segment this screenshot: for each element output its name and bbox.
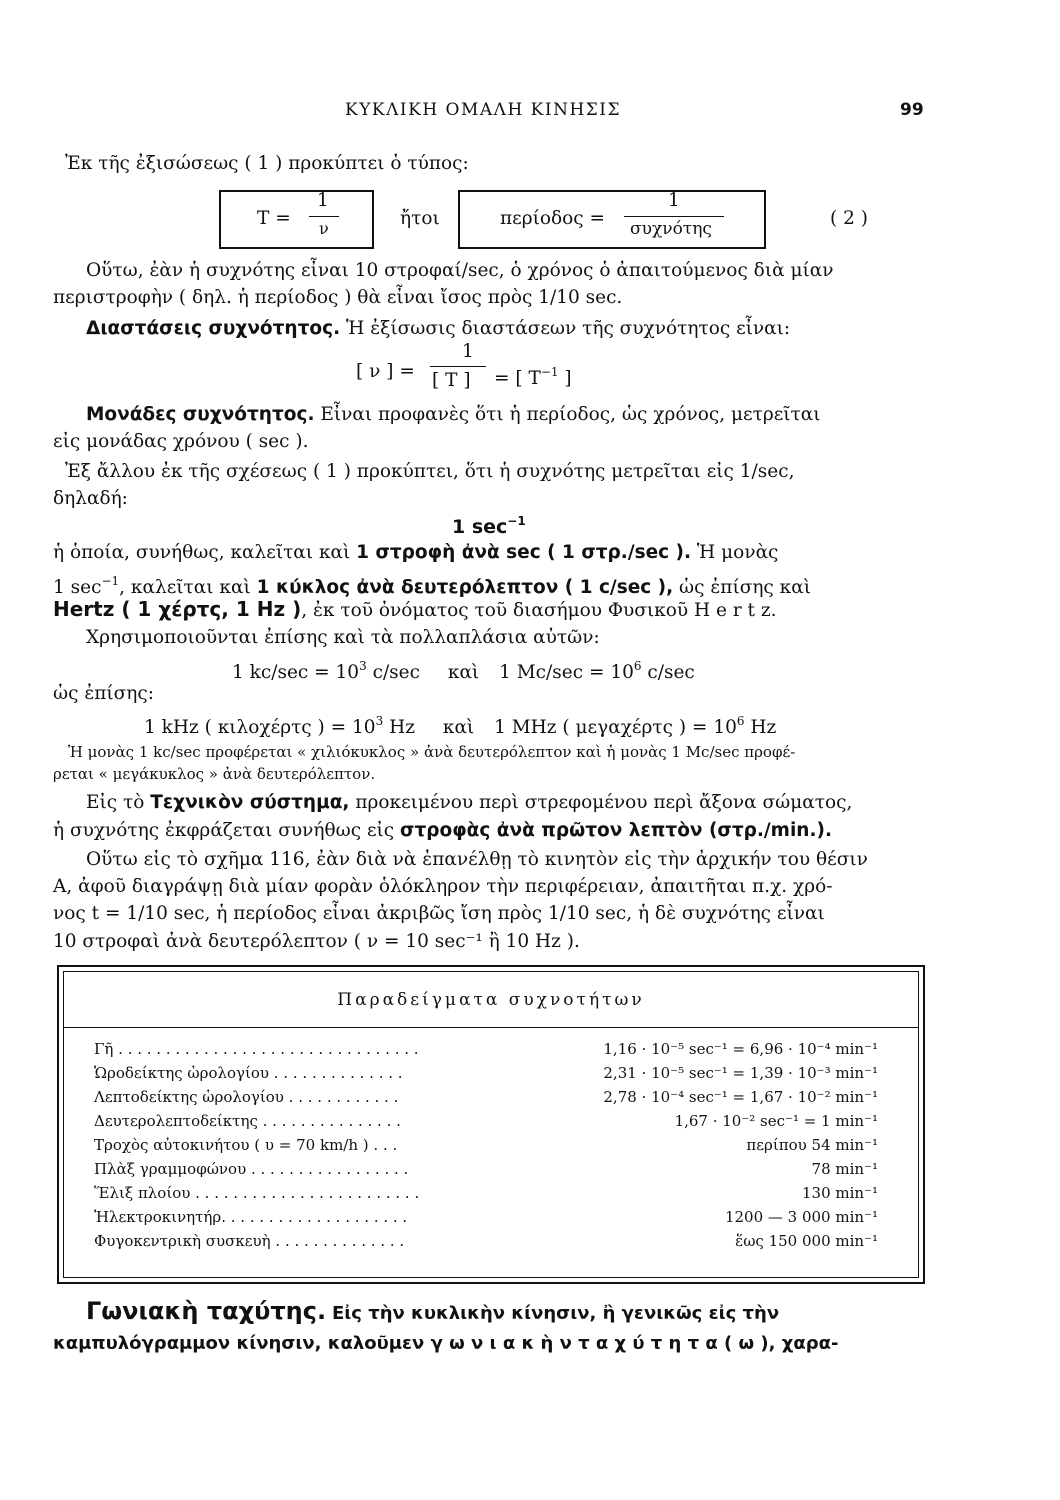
table-row: Δευτερολεπτοδείκτης . . . . . . . . . . . . . . . 1,67 · 10⁻² sec⁻¹ = 1 min⁻¹	[94, 1112, 878, 1130]
table-title: Παραδείγματα συχνοτήτων	[337, 990, 645, 1010]
multiples-line-2: 1 kHz ( κιλοχέρτς ) = $10^3$ Hz καὶ 1 MHz ( μεγαχέρτς ) = $10^6$ Hz	[144, 714, 777, 738]
paragraph-line: καμπυλόγραμμον κίνησιν, καλοῦμεν γ ω ν ι α κ ὴ ν τ α χ ύ τ η τ α ( ω ), χαρα-	[53, 1333, 839, 1354]
paragraph-line: ἡ συχνότης ἐκφράζεται συνήθως εἰς στροφὰς ἀνὰ πρῶτον λεπτὸν (στρ./min.).	[53, 820, 832, 841]
frequency-examples-table	[57, 965, 925, 1284]
paragraph-line: Ἐξ ἄλλου ἐκ τῆς σχέσεως ( 1 ) προκύπτει, ὅτι ἡ συχνότης μετρεῖται εἰς 1/sec,	[65, 461, 795, 482]
paragraph-line: περιστροφὴν ( δηλ. ἡ περίοδος ) θὰ εἶναι ἴσος πρὸς 1/10 sec.	[53, 287, 623, 308]
paragraph-line: νος t = 1/10 sec, ἡ περίοδος εἶναι ἀκριβῶς ἴση πρὸς 1/10 sec, ἡ δὲ συχνότης εἶναι	[53, 903, 825, 924]
paragraph-intro: Ἐκ τῆς ἐξισώσεως ( 1 ) προκύπτει ὁ τύπος:	[65, 153, 469, 174]
dimension-den: [ T ]	[432, 370, 471, 391]
equation-label: ( 2 )	[830, 208, 868, 229]
paragraph-line: 1 $\sec^{-1}$, καλεῖται καὶ 1 κύκλος ἀνὰ δευτερόλεπτον ( 1 c/sec ), ὡς ἐπίσης καὶ	[53, 574, 811, 598]
paragraph-line: ὡς ἐπίσης:	[53, 683, 154, 704]
paragraph-line: Εἰς τὸ Τεχνικὸν σύστημα, προκειμένου περὶ στρεφομένου περὶ ἄξονα σώματος,	[86, 792, 853, 813]
table-row: Ἠλεκτροκινητήρ. . . . . . . . . . . . . . . . . . . . 1200 — 3 000 min⁻¹	[94, 1208, 878, 1226]
formula-box-1: T = 1 ν	[219, 190, 374, 249]
paragraph-line: εἰς μονάδας χρόνου ( sec ).	[53, 431, 309, 452]
page-number: 99	[900, 100, 924, 120]
paragraph-line: A, ἀφοῦ διαγράψῃ διὰ μίαν φορὰν ὁλόκληρον τὴν περιφέρειαν, ἀπαιτῆται π.χ. χρό-	[53, 876, 833, 897]
connector-word: ἤτοι	[400, 208, 440, 229]
formula-box-2: περίοδος = 1 συχνότης	[458, 190, 766, 249]
table-row: Λεπτοδείκτης ὡρολογίου . . . . . . . . . . . . 2,78 · 10⁻⁴ sec⁻¹ = 1,67 · 10⁻² min⁻¹	[94, 1088, 878, 1106]
table-row: Γῆ . . . . . . . . . . . . . . . . . . . . . . . . . . . . . . . . 1,16 · 10⁻⁵ sec⁻¹ = 6,96 · 10⁻⁴ min⁻¹	[94, 1040, 878, 1058]
dimensions-paragraph: Διαστάσεις συχνότητος. Ἡ ἐξίσωσις διαστάσεων τῆς συχνότητος εἶναι:	[86, 318, 791, 339]
table-row: Τροχὸς αὐτοκινήτου ( υ = 70 km/h ) . . . περίπου 54 min⁻¹	[94, 1136, 878, 1154]
dimension-rhs: = [ $T^{-1}$ ]	[494, 365, 572, 389]
dimension-num: 1	[462, 341, 474, 362]
paragraph-line: Οὕτω, ἐὰν ἡ συχνότης εἶναι 10 στροφαί/sec, ὁ χρόνος ὁ ἀπαιτούμενος διὰ μίαν	[86, 260, 834, 281]
footnote-line: ρεται « μεγάκυκλος » ἀνὰ δευτερόλεπτον.	[53, 765, 376, 783]
centered-unit: 1 $\sec^{-1}$	[452, 514, 526, 538]
dimension-lhs: [ ν ] =	[356, 361, 415, 382]
paragraph-line: Χρησιμοποιοῦνται ἐπίσης καὶ τὰ πολλαπλάσια αὐτῶν:	[86, 627, 600, 648]
table-row: Πλὰξ γραμμοφώνου . . . . . . . . . . . . . . . . . 78 min⁻¹	[94, 1160, 878, 1178]
table-row: Ὡροδείκτης ὡρολογίου . . . . . . . . . . . . . . 2,31 · 10⁻⁵ sec⁻¹ = 1,39 · 10⁻³ min⁻¹	[94, 1064, 878, 1082]
table-row: Ἕλιξ πλοίου . . . . . . . . . . . . . . . . . . . . . . . . 130 min⁻¹	[94, 1184, 878, 1202]
footnote-line: Ἡ μονὰς 1 kc/sec προφέρεται « χιλιόκυκλος » ἀνὰ δευτερόλεπτον καὶ ἡ μονὰς 1 Mc/sec προφέ-	[68, 743, 796, 761]
paragraph-line: δηλαδή:	[53, 488, 128, 509]
units-paragraph: Μονάδες συχνότητος. Εἶναι προφανὲς ὅτι ἡ περίοδος, ὡς χρόνος, μετρεῖται	[86, 404, 821, 425]
table-row: Φυγοκεντρικὴ συσκευὴ . . . . . . . . . . . . . . ἕως 150 000 min⁻¹	[94, 1232, 878, 1250]
paragraph-line: ἡ ὁποία, συνήθως, καλεῖται καὶ 1 στροφὴ ἀνὰ sec ( 1 στρ./sec ). Ἡ μονὰς	[53, 542, 779, 563]
multiples-line-1: 1 $kc/\sec = 10^3$ c/sec καὶ 1 $Mc/\sec = 10^6$ c/sec	[232, 659, 695, 683]
running-header: ΚΥΚΛΙΚΗ ΟΜΑΛΗ ΚΙΝΗΣΙΣ	[345, 100, 622, 120]
paragraph-line: 10 στροφαὶ ἀνὰ δευτερόλεπτον ( ν = 10 sec⁻¹ ἢ 10 Hz ).	[53, 931, 580, 952]
paragraph-line: Hertz ( 1 χέρτς, 1 Hz ), ἐκ τοῦ ὀνόματος τοῦ διασήμου Φυσικοῦ H e r t z.	[53, 597, 777, 621]
angular-velocity-heading-line: Γωνιακὴ ταχύτης. Εἰς τὴν κυκλικὴν κίνησιν, ἢ γενικῶς εἰς τὴν	[86, 1297, 780, 1325]
paragraph-line: Οὕτω εἰς τὸ σχῆμα 116, ἐὰν διὰ νὰ ἐπανέλθῃ τὸ κινητὸν εἰς τὴν ἀρχικήν του θέσιν	[86, 849, 868, 870]
